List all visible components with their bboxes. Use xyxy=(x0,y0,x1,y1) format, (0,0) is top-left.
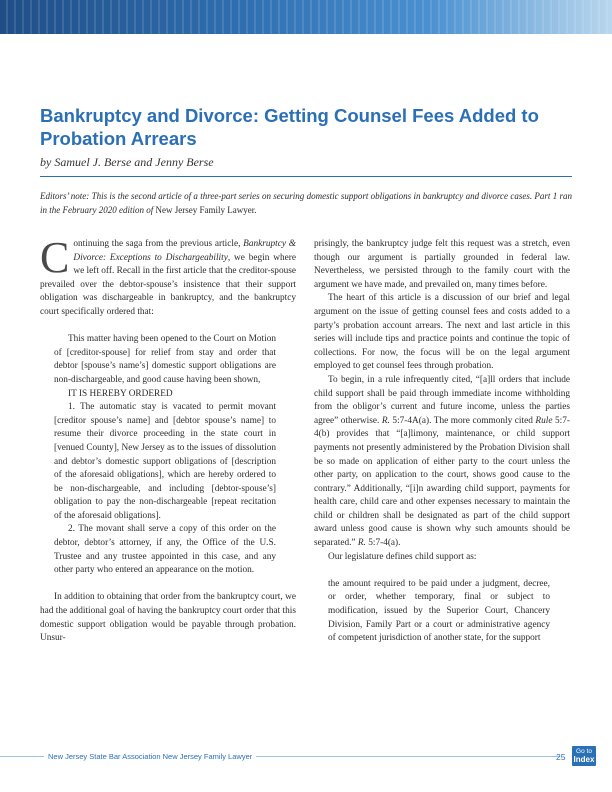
article-title: Bankruptcy and Divorce: Getting Counsel Fees Added to Probation Arrears xyxy=(40,105,539,149)
byline: by Samuel J. Berse and Jenny Berse xyxy=(40,155,214,169)
intro-text-cont: , we begin where we left off. Recall in the first article that the creditor-spouse prevailed over the debtor-spouse’s insistence that their support obligation was dischargeable in bankruptcy, and the bankruptcy court specifically ordered that: xyxy=(40,252,296,317)
paragraph-legislature: Our legislature defines child support as: xyxy=(328,551,477,562)
prior-article-title: Bankruptcy & Divorce: Exceptions to Dischargeability xyxy=(73,239,296,263)
intro-text: ontinuing the saga from the previous article, xyxy=(73,239,244,249)
footer-publication: New Jersey State Bar Association New Jersey Family Lawyer xyxy=(44,752,256,761)
editors-note-italic: Editors’ note: This is the second article of a three-part series on securing domestic support obligations in bankruptcy and divorce cases. Part 1 ran in the February 2020 edition of xyxy=(40,191,572,215)
title-divider xyxy=(40,176,572,177)
paragraph-continued: prisingly, the bankruptcy judge felt this request was a stretch, even though our argument is partially grounded in federal law. Nevertheless, we persisted through to the family court with the argument we have made, and prevailed on, many times before. xyxy=(314,239,570,290)
editors-note xyxy=(40,190,572,217)
paragraph-rules xyxy=(314,374,570,551)
rule-cite-1: R. xyxy=(381,415,390,426)
page-number: 25 xyxy=(556,752,566,762)
statute-quote: the amount required to be paid under a judgment, decree, or order, whether temporary, final or subject to modification, issued by the Superior Court, Chancery Division, Family Part or a court or administrative agency of competent jurisdiction of another state, for the support xyxy=(328,578,550,644)
header-banner xyxy=(0,0,612,34)
rule-cite-3: R. xyxy=(357,538,366,549)
editors-note-publication: New Jersey Family Lawyer. xyxy=(155,204,257,215)
drop-cap: C xyxy=(40,233,70,282)
paragraph-addition: In addition to obtaining that order from the bankruptcy court, we had the additional goal of having the bankruptcy court order that this domestic support obligation would be payable through probation. Unsur- xyxy=(40,592,296,644)
order-quote-3: 1. The automatic stay is vacated to permit movant [creditor spouse’s name] and [debtor spouse’s name] to resume their divorce proceeding in the state court in [venued County], New Jersey as to the issues of dissolution and debtor’s domestic support obligations of [description of the aforesaid obligations], which are hereby ordered to be non-dischargeable, and including [debtor-spouse’s] obligation to pay the non-dischargeable [repeat recitation of the aforesaid obligations]. xyxy=(54,402,276,521)
rules-text-e: 5:7-4(b) provides that “[a]limony, maintenance, or child support payments not presently administered by the Probation Division shall be so made on application of either party to the court unless the other party, on application to the court, shows good cause to the contrary.” Additionally, “[i]n awarding child support, payments for health care, child care and other expenses necessary to maintain the child or children shall be designated as part of the child support award unless good cause is shown why such amounts should be separated.” xyxy=(314,415,570,549)
paragraph-heart: The heart of this article is a discussion of our brief and legal argument on the issue of getting counsel fees and costs added to a party’s probation account arrears. The next and last article in this series will include tips and practice points and continue the topic of collections. For now, the focus will be on the legal argument employed to get counsel fees through probation. xyxy=(314,293,570,372)
column-left xyxy=(40,233,296,646)
order-quote-2: IT IS HEREBY ORDERED xyxy=(68,388,173,399)
paragraph-intro xyxy=(40,233,296,320)
go-to-index-button[interactable] xyxy=(572,746,596,766)
rule-cite-2: Rule xyxy=(535,415,553,426)
order-quote-1: This matter having been opened to the Court on Motion of [creditor-spouse] for relief from stay and order that debtor [spouse’s name’s] domestic support obligations are non-dischargeable, and good cause having been shown, xyxy=(54,334,276,385)
go-to-label: Go to xyxy=(576,748,592,755)
column-right xyxy=(314,238,570,646)
rules-text-g: 5:7-4(a). xyxy=(365,538,401,549)
rules-text-a: To begin, in a rule infrequently cited, “[a]ll orders that include child support shall be paid through immediate income withholding from the obligor’s current and future income, unless the parties agree” otherwise. xyxy=(314,374,570,426)
order-quote-4: 2. The movant shall serve a copy of this order on the debtor, debtor’s attorney, if any, the Office of the U.S. Trustee and any trustee appointed in this case, and any other party who entered an appearance on the motion. xyxy=(54,524,276,576)
index-label: Index xyxy=(573,755,595,764)
rules-text-c: 5:7-4A(a). The more commonly cited xyxy=(389,415,536,426)
